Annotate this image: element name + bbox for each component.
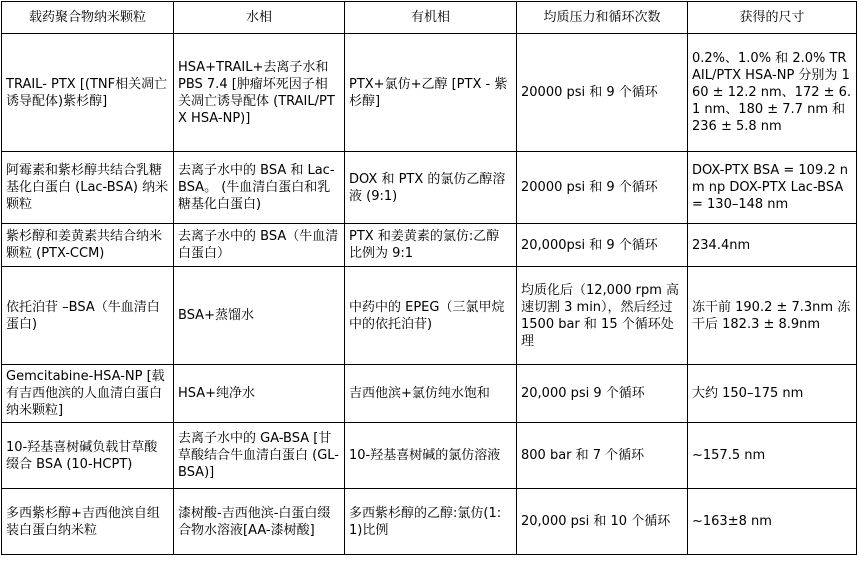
table-row xyxy=(2,489,857,555)
cell-organic-phase: PTX+氯仿+乙醇 [PTX - 紫杉醇] xyxy=(345,34,517,152)
table-row xyxy=(2,267,857,365)
cell-nanoparticle: TRAIL- PTX [(TNF相关凋亡诱导配体)紫杉醇] xyxy=(2,34,174,152)
cell-pressure-cycles: 800 bar 和 7 个循环 xyxy=(517,423,688,489)
cell-aqueous-phase: 去离子水中的 BSA（牛血清白蛋白） xyxy=(174,224,345,267)
cell-size: 234.4nm xyxy=(688,224,857,267)
cell-nanoparticle: 依托泊苷 –BSA（牛血清白蛋白) xyxy=(2,267,174,365)
cell-size: ~163±8 nm xyxy=(688,489,857,555)
table-row xyxy=(2,34,857,152)
table-row xyxy=(2,152,857,224)
formulation-table xyxy=(1,1,857,555)
header-size: 获得的尺寸 xyxy=(688,2,857,34)
table-row xyxy=(2,224,857,267)
header-row xyxy=(2,2,857,34)
cell-aqueous-phase: HSA+TRAIL+去离子水和 PBS 7.4 [肿瘤坏死因子相关凋亡诱导配体 (TRAIL/PTX HSA-NP)] xyxy=(174,34,345,152)
header-organic-phase: 有机相 xyxy=(345,2,517,34)
cell-organic-phase: PTX 和姜黄素的氯仿:乙醇比例为 9:1 xyxy=(345,224,517,267)
header-nanoparticle: 载药聚合物纳米颗粒 xyxy=(2,2,174,34)
cell-size: 0.2%、1.0% 和 2.0% TRAIL/PTX HSA-NP 分别为 160 ± 12.2 nm、172 ± 6.1 nm、180 ± 7.7 nm 和 236 ± 5.8 nm xyxy=(688,34,857,152)
cell-nanoparticle: 阿霉素和紫杉醇共结合乳糖基化白蛋白 (Lac-BSA) 纳米颗粒 xyxy=(2,152,174,224)
cell-pressure-cycles: 20000 psi 和 9 个循环 xyxy=(517,34,688,152)
cell-organic-phase: DOX 和 PTX 的氯仿乙醇溶液 (9:1) xyxy=(345,152,517,224)
cell-pressure-cycles: 20,000 psi 和 10 个循环 xyxy=(517,489,688,555)
cell-organic-phase: 吉西他滨+氯仿纯水饱和 xyxy=(345,365,517,423)
cell-pressure-cycles: 20000 psi 和 9 个循环 xyxy=(517,152,688,224)
cell-size: 冻干前 190.2 ± 7.3nm 冻干后 182.3 ± 8.9nm xyxy=(688,267,857,365)
cell-organic-phase: 10-羟基喜树碱的氯仿溶液 xyxy=(345,423,517,489)
cell-organic-phase: 多西紫杉醇的乙醇:氯仿(1:1)比例 xyxy=(345,489,517,555)
cell-size: ~157.5 nm xyxy=(688,423,857,489)
header-pressure-cycles: 均质压力和循环次数 xyxy=(517,2,688,34)
cell-aqueous-phase: BSA+蒸馏水 xyxy=(174,267,345,365)
table-row xyxy=(2,423,857,489)
cell-organic-phase: 中药中的 EPEG（三氯甲烷中的依托泊苷) xyxy=(345,267,517,365)
cell-aqueous-phase: 去离子水中的 BSA 和 Lac-BSA。 (牛血清白蛋白和乳糖基化白蛋白) xyxy=(174,152,345,224)
header-aqueous-phase: 水相 xyxy=(174,2,345,34)
cell-size: DOX-PTX BSA = 109.2 nm np DOX-PTX Lac-BSA = 130–148 nm xyxy=(688,152,857,224)
cell-size: 大约 150–175 nm xyxy=(688,365,857,423)
table-row xyxy=(2,365,857,423)
cell-aqueous-phase: 漆树酸-吉西他滨-白蛋白缀合物水溶液[AA-漆树酸] xyxy=(174,489,345,555)
cell-nanoparticle: 紫杉醇和姜黄素共结合纳米颗粒 (PTX-CCM) xyxy=(2,224,174,267)
cell-nanoparticle: 多西紫杉醇+吉西他滨自组装白蛋白纳米粒 xyxy=(2,489,174,555)
cell-nanoparticle: 10-羟基喜树碱负载甘草酸缀合 BSA (10-HCPT) xyxy=(2,423,174,489)
cell-nanoparticle: Gemcitabine-HSA-NP [载有吉西他滨的人血清白蛋白纳米颗粒] xyxy=(2,365,174,423)
cell-pressure-cycles: 20,000psi 和 9 个循环 xyxy=(517,224,688,267)
cell-pressure-cycles: 均质化后（12,000 rpm 高速切割 3 min），然后经过 1500 bar 和 15 个循环处理 xyxy=(517,267,688,365)
cell-aqueous-phase: HSA+纯净水 xyxy=(174,365,345,423)
cell-aqueous-phase: 去离子水中的 GA-BSA [甘草酸结合牛血清白蛋白 (GL-BSA)] xyxy=(174,423,345,489)
cell-pressure-cycles: 20,000 psi 9 个循环 xyxy=(517,365,688,423)
